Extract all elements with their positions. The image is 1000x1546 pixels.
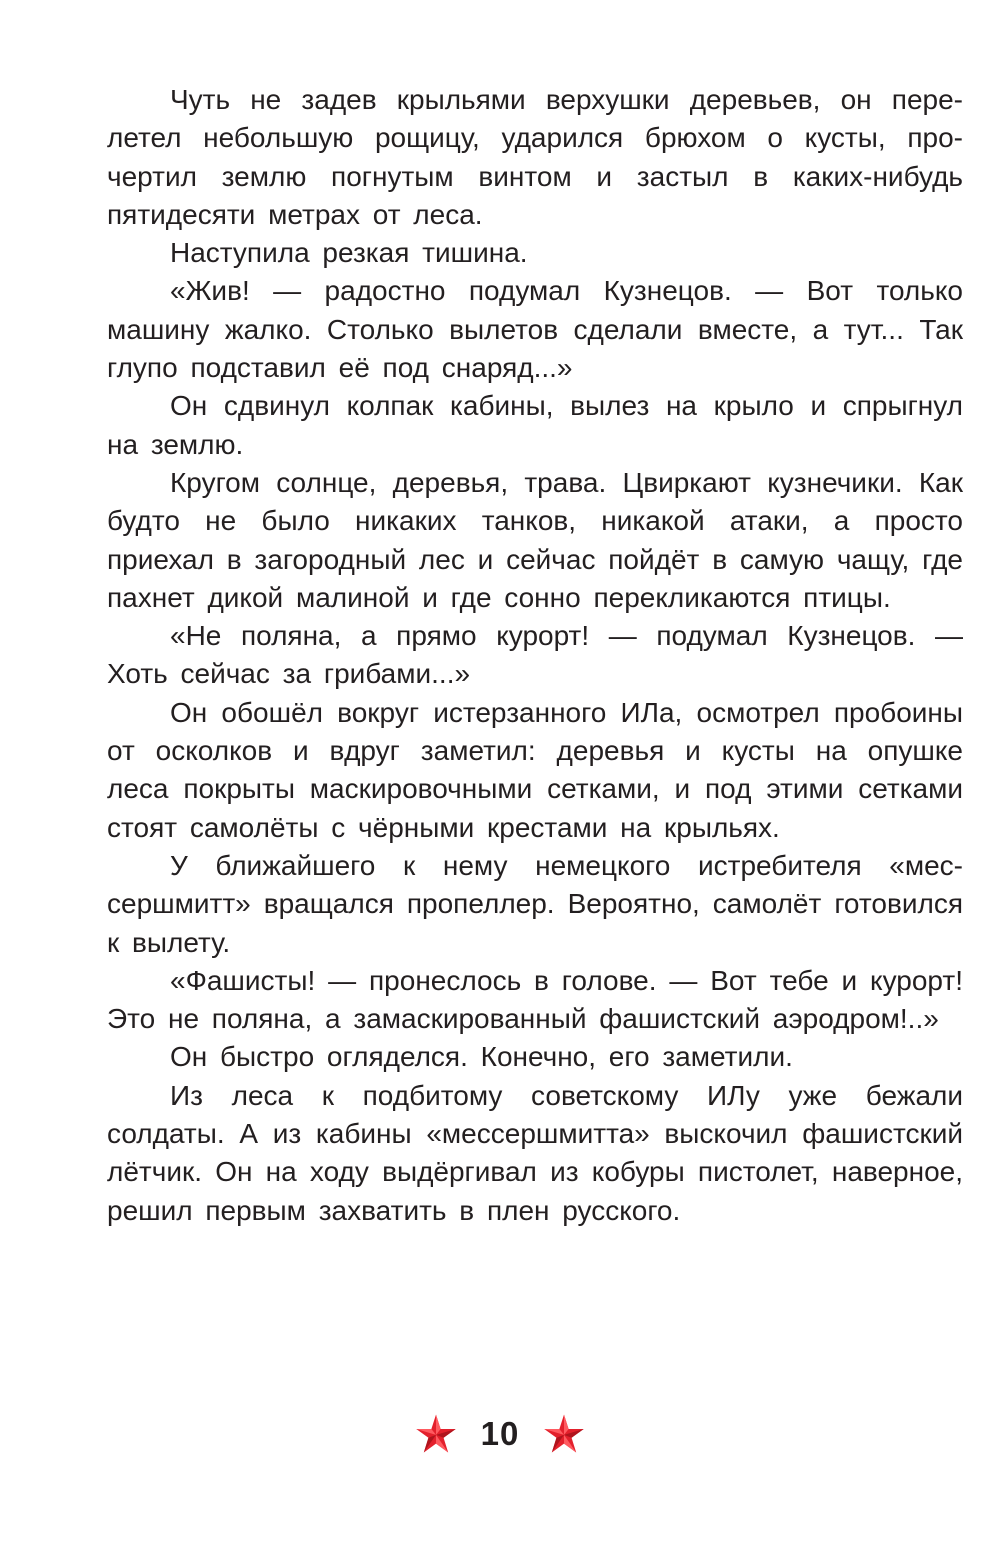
paragraph: Он быстро огляделся. Конечно, его заметили. <box>170 1041 793 1073</box>
paragraph: Кругом солнце, деревья, трава. Цвиркают кузнечики. Как будто не было никаких танков, никакой атаки, а просто приехал в загородный лес и сейчас пойдёт в самую чащу, где пахнет дикой малиной и где сонно перекликаются птицы. <box>107 466 963 613</box>
red-star-icon <box>543 1413 585 1455</box>
page-text <box>107 81 963 1230</box>
paragraph: У ближайшего к нему немецкого истребителя «мессершмитт» вращался пропеллер. Вероятно, самолёт готовился к вылету. <box>107 849 963 958</box>
paragraph: «Фашисты! — пронеслось в голове. — Вот тебе и курорт! Это не поляна, а замаскированный фашистский аэродром!..» <box>107 964 963 1035</box>
paragraph: Чуть не задев крыльями верхушки деревьев, он перелетел небольшую рощицу, ударился брюхом о кусты, прочертил землю погнутым винтом и застыл в каких-нибудь пятидесяти метрах от леса. <box>107 84 963 230</box>
paragraph: Из леса к подбитому советскому ИЛу уже бежали солдаты. А из кабины «мессершмитта» выскочил фашистский лётчик. Он на ходу выдёргивал из кобуры пистолет, наверное, решил первым захватить в плен русского. <box>107 1079 963 1226</box>
paragraph: Наступила резкая тишина. <box>170 237 528 269</box>
paragraph: Он сдвинул колпак кабины, вылез на крыло и спрыгнул на землю. <box>107 390 963 460</box>
paragraph: «Жив! — радостно подумал Кузнецов. — Вот только машину жалко. Столько вылетов сделали вместе, а тут... Так глупо подставил её под снаряд...» <box>107 275 963 384</box>
red-star-icon <box>415 1413 457 1455</box>
paragraph: Он обошёл вокруг истерзанного ИЛа, осмотрел пробоины от осколков и вдруг заметил: деревья и кусты на опушке леса покрыты маскировочными сетками, и под этими сетками стоят самолёты с чёрными крестами на крыльях. <box>107 696 963 843</box>
page-number: 10 <box>480 1415 520 1452</box>
page-footer <box>0 1408 1000 1460</box>
paragraph: «Не поляна, а прямо курорт! — подумал Кузнецов. — Хоть сейчас за грибами...» <box>107 620 963 690</box>
